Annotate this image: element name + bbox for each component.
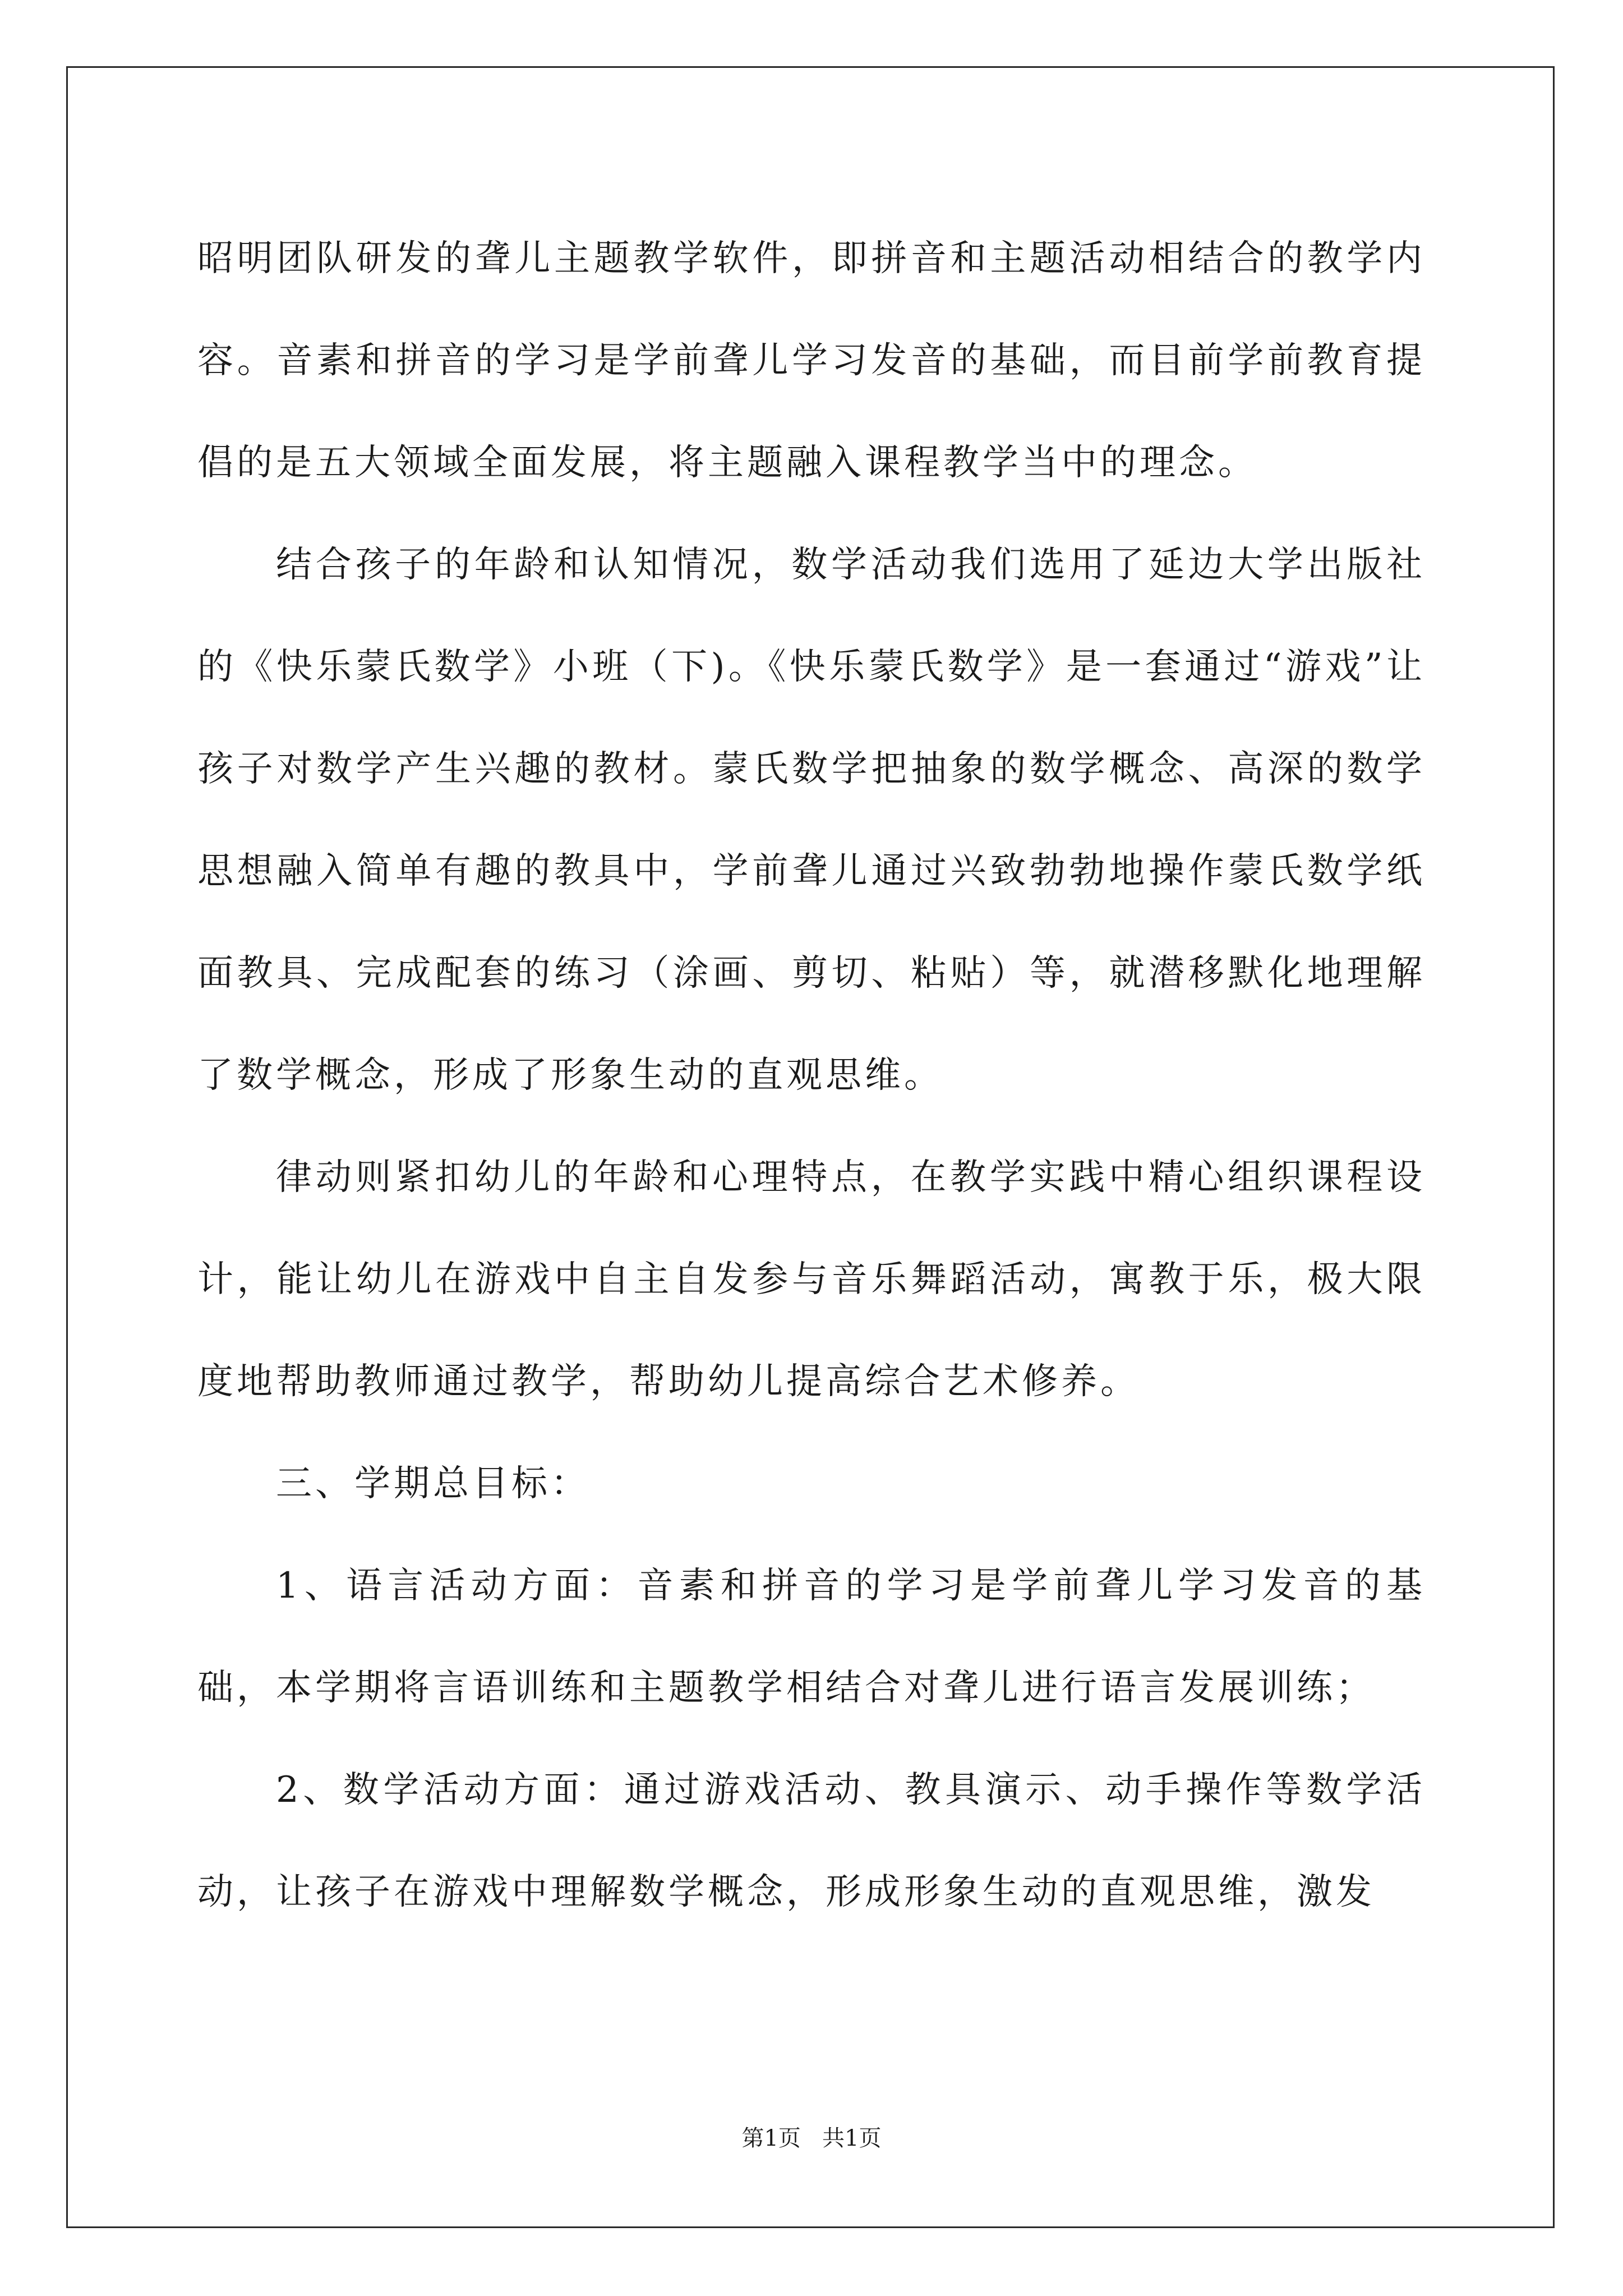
paragraph-3: 律动则紧扣幼儿的年龄和心理特点，在教学实践中精心组织课程设计，能让幼儿在游戏中自主自发参与音乐舞蹈活动，寓教于乐，极大限度地帮助教师通过教学，帮助幼儿提高综合艺术修养。 <box>197 1157 1426 1402</box>
paragraph-2: 结合孩子的年龄和认知情况，数学活动我们选用了延边大学出版社的《快乐蒙氏数学》小班（下)。《快乐蒙氏数学》是一套通过“游戏”让孩子对数学产生兴趣的教材。蒙氏数学把抽象的数学概念、高深的数学思想融入简单有趣的教具中，学前聋儿通过兴致勃勃地操作蒙氏数学纸面教具、完成配套的练习（涂画、剪切、粘贴）等，就潜移默化地理解了数学概念，形成了形象生动的直观思维。 <box>197 544 1426 1096</box>
paragraph-1: 昭明团队研发的聋儿主题教学软件，即拼音和主题活动相结合的教学内容。音素和拼音的学习是学前聋儿学习发音的基础，而目前学前教育提倡的是五大领域全面发展，将主题融入课程教学当中的理念。 <box>197 238 1426 484</box>
paragraph-goal-2: 2、数学活动方面：通过游戏活动、教具演示、动手操作等数学活动，让孩子在游戏中理解数学概念，形成形象生动的直观思维，激发 <box>197 1769 1426 1913</box>
page-number-footer: 第1页 共1页 <box>741 2125 882 2151</box>
document-body <box>197 208 1426 1943</box>
section-heading: 三、学期总目标： <box>276 1463 590 1504</box>
paragraph-goal-1: 1、语言活动方面：音素和拼音的学习是学前聋儿学习发音的基础，本学期将言语训练和主题教学相结合对聋儿进行语言发展训练； <box>197 1565 1426 1709</box>
